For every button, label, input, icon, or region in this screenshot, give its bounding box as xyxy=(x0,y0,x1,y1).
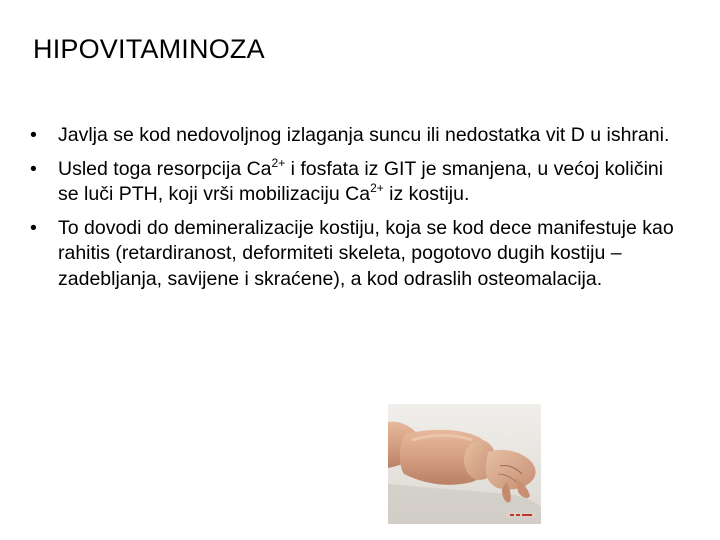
slide-title: HIPOVITAMINOZA xyxy=(33,34,265,64)
bullet-text-part: iz kostiju. xyxy=(383,183,470,205)
bullet-text-part: Usled toga resorpcija Ca xyxy=(58,157,272,180)
forearm-wrist-photo xyxy=(388,404,541,524)
bullet-text: To dovodi do demineralizacije kostiju, koja se kod dece manifestuje kao rahitis (retardiranost, deformiteti skeleta, pogotovo dugih kostiju – zadebljanja, savijene i skraćene), a kod odraslih osteomalacija. xyxy=(58,216,674,290)
forearm-wrist-illustration xyxy=(388,404,541,524)
bullet-marker: • xyxy=(30,124,37,146)
superscript-charge: 2+ xyxy=(370,181,384,195)
bullet-item xyxy=(30,157,680,208)
bullet-item xyxy=(30,123,680,149)
bullet-text-part: i fosfata iz GIT je smanjena, u većoj količini se luči PTH, koji vrši mobilizaciju Ca xyxy=(58,157,664,205)
superscript-charge: 2+ xyxy=(271,155,286,170)
bullet-text: Javlja se kod nedovoljnog izlaganja suncu ili nedostatka vit D u ishrani. xyxy=(58,124,670,146)
bullet-marker: • xyxy=(30,157,37,180)
bullet-marker: • xyxy=(30,216,37,239)
bullet-list xyxy=(30,123,680,300)
bullet-item xyxy=(30,216,680,293)
